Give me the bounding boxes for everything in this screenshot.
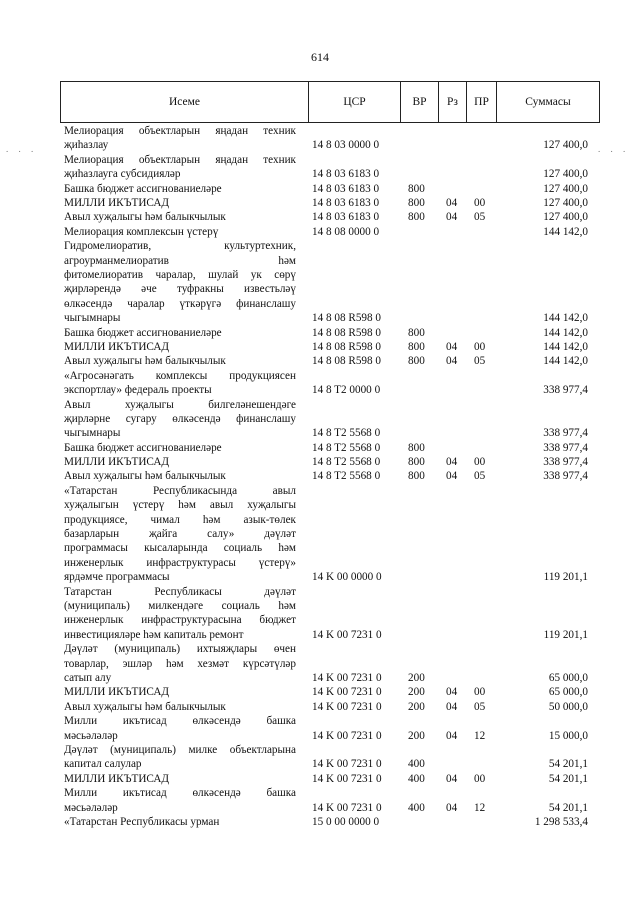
row-csr: 14 K 00 7231 0 [312, 700, 382, 713]
row-name-line: агроурманмелиоратив һәм [64, 254, 296, 267]
header-csr: ЦСР [309, 82, 401, 122]
row-sum: 65 000,0 [548, 672, 588, 685]
row-name-line: Авыл хуҗалыгы һәм балыкчылык [64, 470, 226, 483]
row-sum: 127 400,0 [543, 168, 588, 181]
row-name-line: (муниципаль) милкендәге социаль һәм [64, 600, 296, 613]
row-rz: 04 [446, 772, 458, 785]
table-row [0, 398, 640, 441]
row-csr: 14 8 08 0000 0 [312, 225, 380, 238]
row-pr: 05 [474, 470, 486, 483]
row-vr: 800 [408, 340, 425, 353]
row-sum: 65 000,0 [548, 686, 588, 699]
row-name-line: экспортлау» федераль проекты [64, 384, 212, 397]
row-name-line: җиһазлауга субсидияләр [64, 168, 181, 181]
row-name-line: Мелиорация комплексын үстерү [64, 225, 219, 238]
row-name-line: Милли икътисад өлкәсендә башка [64, 787, 296, 800]
row-name-line: мәсьәләләр [64, 801, 118, 814]
row-csr: 14 8 03 6183 0 [312, 182, 380, 195]
table-row [0, 340, 640, 354]
row-name-line: ярдәмче программасы [64, 571, 170, 584]
row-rz: 04 [446, 211, 458, 224]
row-vr: 800 [408, 211, 425, 224]
row-vr: 200 [408, 700, 425, 713]
row-rz: 04 [446, 355, 458, 368]
row-csr: 14 8 08 R598 0 [312, 312, 381, 325]
row-csr: 14 K 00 7231 0 [312, 729, 382, 742]
row-csr: 14 8 T2 0000 0 [312, 384, 381, 397]
row-pr: 00 [474, 772, 486, 785]
row-vr: 800 [408, 355, 425, 368]
row-csr: 14 8 T2 5568 0 [312, 456, 381, 469]
row-sum: 127 400,0 [543, 211, 588, 224]
row-vr: 200 [408, 686, 425, 699]
row-pr: 12 [474, 801, 486, 814]
row-csr: 14 K 00 7231 0 [312, 801, 382, 814]
row-vr: 400 [408, 801, 425, 814]
row-name-line: Дәүләт (муниципаль) ихтыяҗлары өчен [64, 643, 296, 656]
row-sum: 127 400,0 [543, 196, 588, 209]
row-csr: 14 K 00 7231 0 [312, 628, 382, 641]
row-name-line: Мелиорация объектларын яңадан техник [64, 125, 296, 137]
table-row [0, 743, 640, 772]
table-row [0, 585, 640, 643]
table-row [0, 124, 640, 153]
row-sum: 144 142,0 [543, 340, 588, 353]
row-pr: 00 [474, 456, 486, 469]
row-sum: 338 977,4 [543, 470, 588, 483]
row-csr: 14 K 00 7231 0 [312, 686, 382, 699]
row-name [64, 196, 296, 210]
row-csr: 14 K 00 7231 0 [312, 772, 382, 785]
table-row [0, 484, 640, 585]
row-sum: 54 201,1 [548, 758, 588, 771]
row-name-line: Дәүләт (муниципаль) милке объектларына [64, 744, 296, 757]
row-name [64, 469, 296, 483]
row-sum: 127 400,0 [543, 139, 588, 152]
row-name-line: Авыл хуҗалыгы һәм балыкчылык [64, 211, 226, 224]
row-rz: 04 [446, 456, 458, 469]
row-name-line: МИЛЛИ ИКЪТИСАД [64, 456, 170, 469]
row-sum: 338 977,4 [543, 427, 588, 440]
table-row [0, 441, 640, 455]
row-vr: 800 [408, 441, 425, 454]
row-csr: 14 8 08 R598 0 [312, 355, 381, 368]
row-csr: 14 8 08 R598 0 [312, 340, 381, 353]
row-vr: 800 [408, 456, 425, 469]
row-name-line: «Татарстан Республикасында авыл [64, 484, 296, 497]
right-margin-mark: . . . [598, 144, 630, 154]
row-name-line: Милли икътисад өлкәсендә башка [64, 715, 296, 728]
row-name-line: капитал салулар [64, 758, 142, 771]
table-header [60, 81, 600, 123]
row-name [64, 326, 296, 340]
header-rz: Рз [439, 82, 467, 122]
row-name [64, 484, 296, 585]
row-rz: 04 [446, 686, 458, 699]
row-name [64, 772, 296, 786]
row-name-line: программасы кысаларында социаль һәм [64, 542, 296, 555]
row-name-line: җирләрне сугару өлкәсендә финанслашу [64, 412, 296, 425]
row-name-line: Мелиорация объектларын яңадан техник [64, 153, 296, 166]
row-sum: 127 400,0 [543, 182, 588, 195]
table-row [0, 196, 640, 210]
row-name [64, 455, 296, 469]
row-rz: 04 [446, 340, 458, 353]
row-name-line: Гидромелиоратив, культуртехник, [64, 240, 296, 253]
header-pr: ПР [467, 82, 497, 122]
row-name-line: Башка бюджет ассигнованиеләре [64, 182, 222, 195]
header-vr: ВР [401, 82, 439, 122]
table-row [0, 369, 640, 398]
row-rz: 04 [446, 729, 458, 742]
header-sum: Суммасы [525, 96, 571, 108]
row-vr: 800 [408, 326, 425, 339]
row-sum: 54 201,1 [548, 801, 588, 814]
row-name-line: чыгымнары [64, 312, 121, 325]
row-csr: 14 8 03 6183 0 [312, 211, 380, 224]
row-vr: 200 [408, 672, 425, 685]
row-csr: 14 K 00 7231 0 [312, 758, 382, 771]
table-row [0, 182, 640, 196]
row-name-line: МИЛЛИ ИКЪТИСАД [64, 196, 170, 209]
row-vr: 800 [408, 470, 425, 483]
row-name-line: чыгымнары [64, 427, 121, 440]
row-csr: 14 K 00 0000 0 [312, 571, 382, 584]
left-margin-mark: . . . [6, 144, 38, 154]
row-vr: 800 [408, 196, 425, 209]
row-name [64, 441, 296, 455]
row-pr: 05 [474, 700, 486, 713]
table-row [0, 239, 640, 325]
row-name-line: «Агросәнәгать комплексы продукциясен [64, 369, 296, 382]
row-name [64, 210, 296, 224]
row-csr: 14 8 T2 5568 0 [312, 470, 381, 483]
row-name-line: Авыл хуҗалыгы һәм балыкчылык [64, 700, 226, 713]
row-name-line: Башка бюджет ассигнованиеләре [64, 326, 222, 339]
row-sum: 54 201,1 [548, 772, 588, 785]
row-sum: 1 298 533,4 [534, 816, 588, 829]
row-name [64, 153, 296, 182]
row-name-line: базарларын җайга салу» дәүләт [64, 528, 296, 541]
row-name-line: товарлар, эшләр һәм хезмәт күрсәтүләр [64, 657, 296, 670]
row-csr: 14 8 03 6183 0 [312, 196, 380, 209]
row-pr: 12 [474, 729, 486, 742]
row-sum: 144 142,0 [543, 355, 588, 368]
row-csr: 14 8 T2 5568 0 [312, 427, 381, 440]
row-rz: 04 [446, 196, 458, 209]
row-csr: 14 K 00 7231 0 [312, 672, 382, 685]
row-name-line: мәсьәләләр [64, 729, 118, 742]
row-pr: 00 [474, 196, 486, 209]
row-name [64, 124, 296, 153]
row-name-line: хуҗалыгын үстерү һәм авыл хуҗалыгы [64, 499, 296, 512]
row-name [64, 786, 296, 815]
row-name [64, 239, 296, 325]
row-name-line: Авыл хуҗалыгы билгеләнешендәге [64, 398, 296, 411]
row-csr: 14 8 08 R598 0 [312, 326, 381, 339]
row-name-line: продукциясе, чимал һәм азык-төлек [64, 513, 296, 526]
row-vr: 800 [408, 182, 425, 195]
row-csr: 14 8 03 6183 0 [312, 168, 380, 181]
row-sum: 338 977,4 [543, 441, 588, 454]
row-name-line: МИЛЛИ ИКЪТИСАД [64, 340, 170, 353]
row-name-line: Авыл хуҗалыгы һәм балыкчылык [64, 355, 226, 368]
row-name [64, 354, 296, 368]
row-sum: 338 977,4 [543, 456, 588, 469]
row-sum: 144 142,0 [543, 225, 588, 238]
table-row [0, 714, 640, 743]
row-sum: 119 201,1 [543, 571, 588, 584]
page-number: 614 [311, 50, 329, 64]
row-name [64, 340, 296, 354]
row-csr: 14 8 03 0000 0 [312, 139, 380, 152]
row-sum: 15 000,0 [548, 729, 588, 742]
row-name [64, 700, 296, 714]
table-row [0, 455, 640, 469]
row-sum: 50 000,0 [548, 700, 588, 713]
row-name-line: инженерлык инфраструктурасы үстерү» [64, 556, 296, 569]
row-name [64, 815, 296, 829]
table-row [0, 326, 640, 340]
row-name-line: инженерлык инфраструктурасына бюджет [64, 614, 296, 627]
table-row [0, 225, 640, 239]
table-row [0, 786, 640, 815]
row-pr: 00 [474, 340, 486, 353]
header-name: Исеме [61, 82, 309, 122]
row-name-line: өлкәсендә чаралар үткәрүгә финанслашу [64, 297, 296, 310]
row-sum: 144 142,0 [543, 312, 588, 325]
row-name-line: җирләрендә әче туфракны известьләү [64, 283, 296, 296]
row-rz: 04 [446, 700, 458, 713]
row-name [64, 743, 296, 772]
row-name-line: «Татарстан Республикасы урман [64, 816, 220, 829]
table-row [0, 642, 640, 685]
row-name [64, 369, 296, 398]
row-csr: 15 0 00 0000 0 [312, 816, 380, 829]
row-sum: 144 142,0 [543, 326, 588, 339]
row-name-line: МИЛЛИ ИКЪТИСАД [64, 686, 170, 699]
table-row [0, 700, 640, 714]
table-row [0, 815, 640, 829]
row-csr: 14 8 T2 5568 0 [312, 441, 381, 454]
row-name [64, 642, 296, 685]
row-pr: 05 [474, 355, 486, 368]
row-name [64, 585, 296, 643]
row-name-line: Башка бюджет ассигнованиеләре [64, 441, 222, 454]
table-row [0, 153, 640, 182]
row-rz: 04 [446, 470, 458, 483]
table-row [0, 685, 640, 699]
row-name-line: сатып алу [64, 672, 112, 685]
table-row [0, 210, 640, 224]
row-name [64, 714, 296, 743]
table-body [0, 124, 640, 829]
table-row [0, 469, 640, 483]
table-row [0, 772, 640, 786]
row-name-line: фитомелиоратив чаралар, шулай ук сөрү [64, 268, 296, 281]
row-rz: 04 [446, 801, 458, 814]
row-vr: 200 [408, 729, 425, 742]
row-name [64, 685, 296, 699]
row-name [64, 398, 296, 441]
row-vr: 400 [408, 758, 425, 771]
row-name-line: Татарстан Республикасы дәүләт [64, 585, 296, 598]
row-vr: 400 [408, 772, 425, 785]
row-sum: 338 977,4 [543, 384, 588, 397]
row-name-line: МИЛЛИ ИКЪТИСАД [64, 772, 170, 785]
table-row [0, 354, 640, 368]
row-name-line: инвестицияләре һәм капиталь ремонт [64, 628, 244, 641]
row-name [64, 182, 296, 196]
row-pr: 05 [474, 211, 486, 224]
row-name-line: җиһазлау [64, 139, 109, 152]
row-pr: 00 [474, 686, 486, 699]
row-sum: 119 201,1 [543, 628, 588, 641]
row-name [64, 225, 296, 239]
